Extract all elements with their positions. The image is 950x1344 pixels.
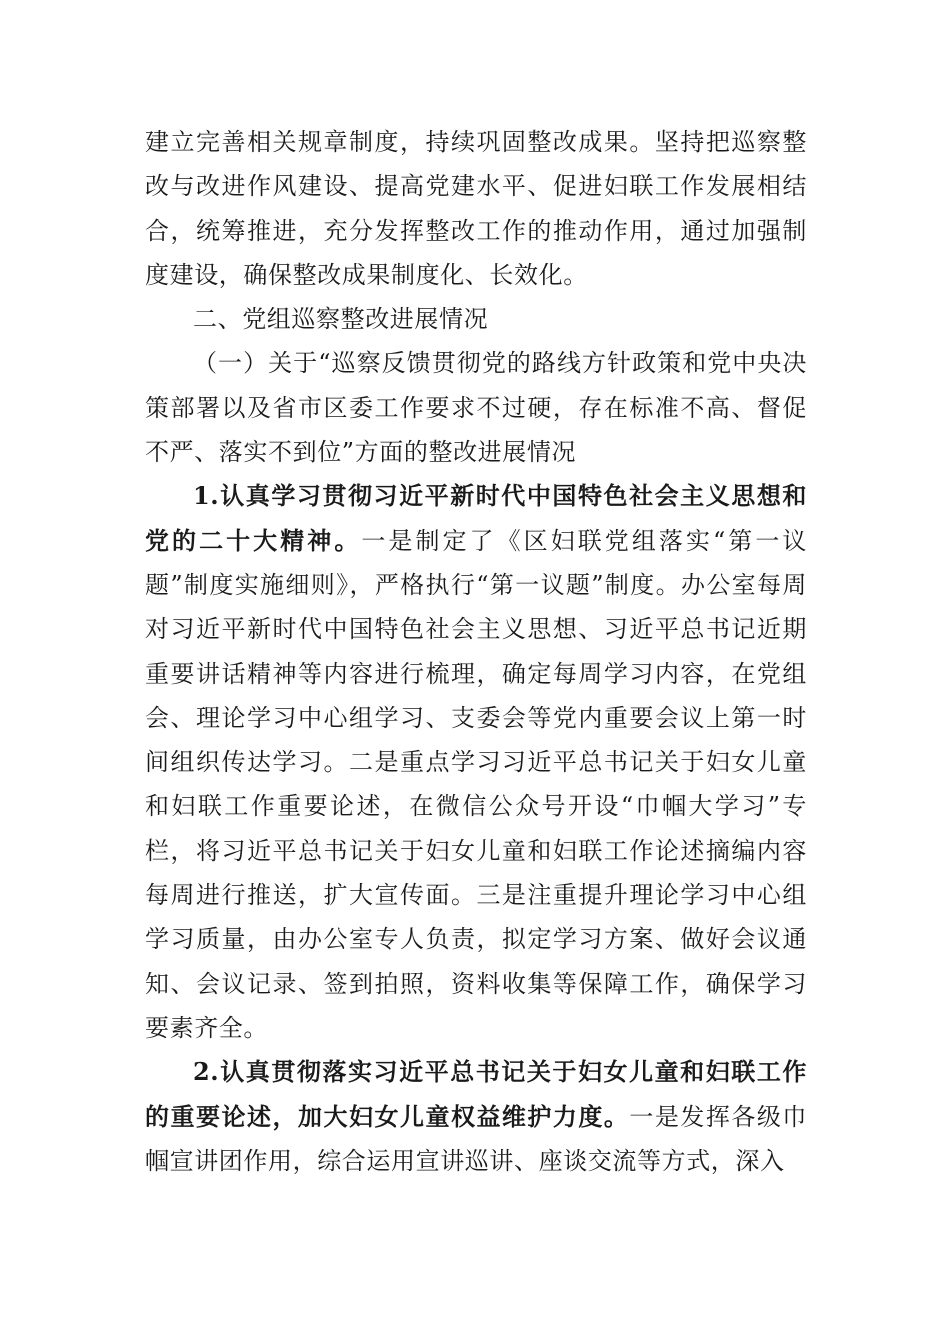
- item-1-body: 一是制定了《区妇联党组落实“第一议题”制度实施细则》，严格执行“第一议题”制度。办公室每周对习近平新时代中国特色社会主义思想、习近平总书记近期重要讲话精神等内容进行梳理，确定每周学习内容，在党组会、理论学习中心组学习、支委会等党内重要会议上第一时间组织传达学习。二是重点学习习近平总书记关于妇女儿童和妇联工作重要论述，在微信公众号开设“巾帼大学习”专栏，将习近平总书记关于妇女儿童和妇联工作论述摘编内容每周进行推送，扩大宣传面。三是注重提升理论学习中心组学习质量，由办公室专人负责，拟定学习方案、做好会议通知、会议记录、签到拍照，资料收集等保障工作，确保学习要素齐全。: [145, 526, 807, 1042]
- item-1-title: 1.认真学习贯彻习近平新时代中国特色社会主义思想和党的二十大精神。: [145, 481, 807, 555]
- item-2-body: 一是发挥各级巾帼宣讲团作用，综合运用宣讲巡讲、座谈交流等方式，深入: [145, 1102, 807, 1175]
- paragraph-rectification-summary: 建立完善相关规章制度，持续巩固整改成果。坚持把巡察整改与改进作风建设、提高党建水平、促进妇联工作发展相结合，统筹推进，充分发挥整改工作的推动作用，通过加强制度建设，确保整改成果制度化、长效化。: [145, 128, 807, 289]
- item-2-title: 2.认真贯彻落实习近平总书记关于妇女儿童和妇联工作的重要论述，加大妇女儿童权益维护力度。: [145, 1057, 807, 1131]
- item-2-paragraph: [145, 1050, 807, 1183]
- section-heading-progress: 二、党组巡察整改进展情况: [193, 305, 489, 334]
- document-body: [145, 120, 807, 1183]
- item-1-paragraph: [145, 474, 807, 1050]
- subsection-heading-1: （一）关于“巡察反馈贯彻党的路线方针政策和党中央决策部署以及省市区委工作要求不过硬，存在标准不高、督促不严、落实不到位”方面的整改进展情况: [145, 349, 807, 467]
